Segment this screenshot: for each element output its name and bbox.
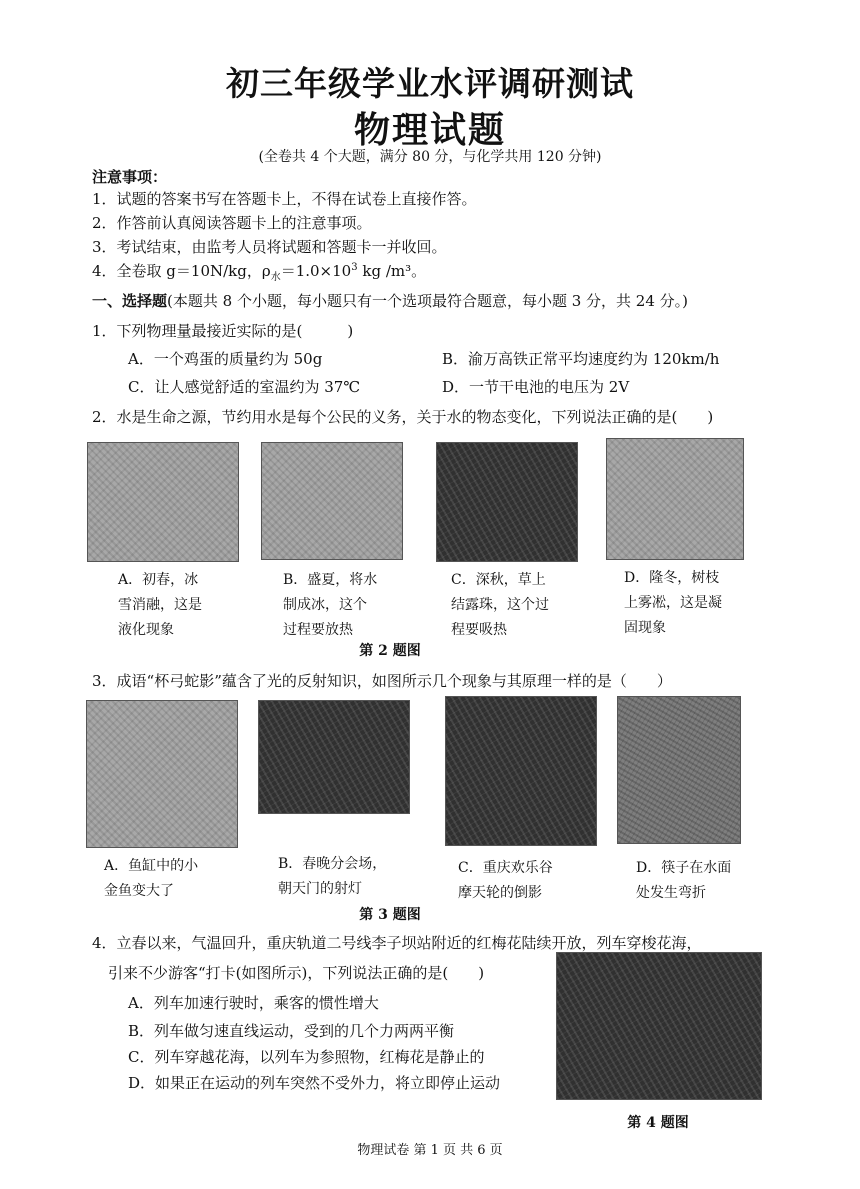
exam-subtitle: (全卷共 4 个大题，满分 80 分，与化学共用 120 分钟) — [258, 149, 602, 165]
q4-option-d: D．如果正在运动的列车突然不受外力，将立即停止运动 — [128, 1074, 501, 1092]
note-item: 1．试题的答案书写在答题卡上，不得在试卷上直接作答。 — [92, 190, 477, 208]
subject-title: 物理试题 — [353, 109, 506, 151]
q2-caption-c: C．深秋，草上 结露珠，这个过 程要吸热 — [451, 572, 549, 638]
note-item: 2．作答前认真阅读答题卡上的注意事项。 — [92, 214, 372, 232]
q1-option-b: B．渝万高铁正常平均速度约为 120km/h — [442, 350, 720, 368]
section-heading: 一、选择题(本题共 8 个小题，每小题只有一个选项最符合题意，每小题 3 分，共 24 分。) — [92, 292, 689, 310]
page-footer: 物理试卷 第 1 页 共 6 页 — [357, 1143, 503, 1158]
q3-figure-caption: 第 3 题图 — [359, 907, 421, 923]
q3-photo-fish-tank — [86, 700, 238, 848]
question-1-stem: 1．下列物理量最接近实际的是( ) — [92, 322, 354, 340]
q2-caption-d: D．隆冬，树枝 上雾凇，这是凝 固现象 — [624, 570, 722, 636]
q4-figure-caption: 第 4 题图 — [627, 1115, 689, 1131]
note-item: 3．考试结束，由监考人员将试题和答题卡一并收回。 — [92, 238, 447, 256]
note-item-constants: 4．全卷取 g＝10N/kg，$\rho_水=1.0\times 10^3$ kg /m³。 — [92, 262, 427, 283]
q2-photo-dew — [436, 442, 578, 562]
q2-caption-b: B．盛夏，将水 制成冰，这个 过程要放热 — [283, 572, 378, 638]
question-4-stem-line2: 引来不少游客“打卡(如图所示)，下列说法正确的是( ) — [108, 964, 485, 982]
q3-photo-searchlights — [258, 700, 410, 814]
q2-figure-caption: 第 2 题图 — [359, 643, 421, 659]
q1-option-a: A．一个鸡蛋的质量约为 50g — [128, 350, 323, 368]
q3-caption-a: A．鱼缸中的小 金鱼变大了 — [104, 858, 199, 899]
q1-option-c: C．让人感觉舒适的室温约为 37℃ — [128, 378, 361, 396]
question-3-stem: 3．成语“杯弓蛇影”蕴含了光的反射知识，如图所示几个现象与其原理一样的是（ ） — [92, 672, 672, 690]
q4-option-c: C．列车穿越花海，以列车为参照物，红梅花是静止的 — [128, 1048, 485, 1066]
q2-caption-a: A．初春，冰 雪消融，这是 液化现象 — [118, 572, 202, 638]
q2-photo-rime — [606, 438, 744, 560]
q3-photo-ferris-wheel — [445, 696, 597, 846]
q1-option-d: D．一节干电池的电压为 2V — [442, 378, 630, 396]
exam-title: 初三年级学业水评调研测试 — [226, 64, 634, 103]
q3-photo-chopstick — [617, 696, 741, 844]
q4-photo-train — [556, 952, 762, 1100]
q3-caption-c: C．重庆欢乐谷 摩天轮的倒影 — [458, 860, 553, 901]
question-2-stem: 2．水是生命之源，节约用水是每个公民的义务，关于水的物态变化，下列说法正确的是( ) — [92, 408, 714, 426]
q3-caption-b: B．春晚分会场， 朝天门的射灯 — [278, 856, 387, 897]
q2-photo-melting-ice — [87, 442, 239, 562]
q4-option-b: B．列车做匀速直线运动，受到的几个力两两平衡 — [128, 1022, 455, 1040]
notes-heading: 注意事项： — [92, 168, 168, 186]
question-4-stem-line1: 4．立春以来，气温回升，重庆轨道二号线李子坝站附近的红梅花陆续开放，列车穿梭花海， — [92, 934, 702, 952]
q2-photo-ice-cubes — [261, 442, 403, 560]
q3-caption-d: D．筷子在水面 处发生弯折 — [636, 860, 732, 901]
q4-option-a: A．列车加速行驶时，乘客的惯性增大 — [128, 994, 379, 1012]
